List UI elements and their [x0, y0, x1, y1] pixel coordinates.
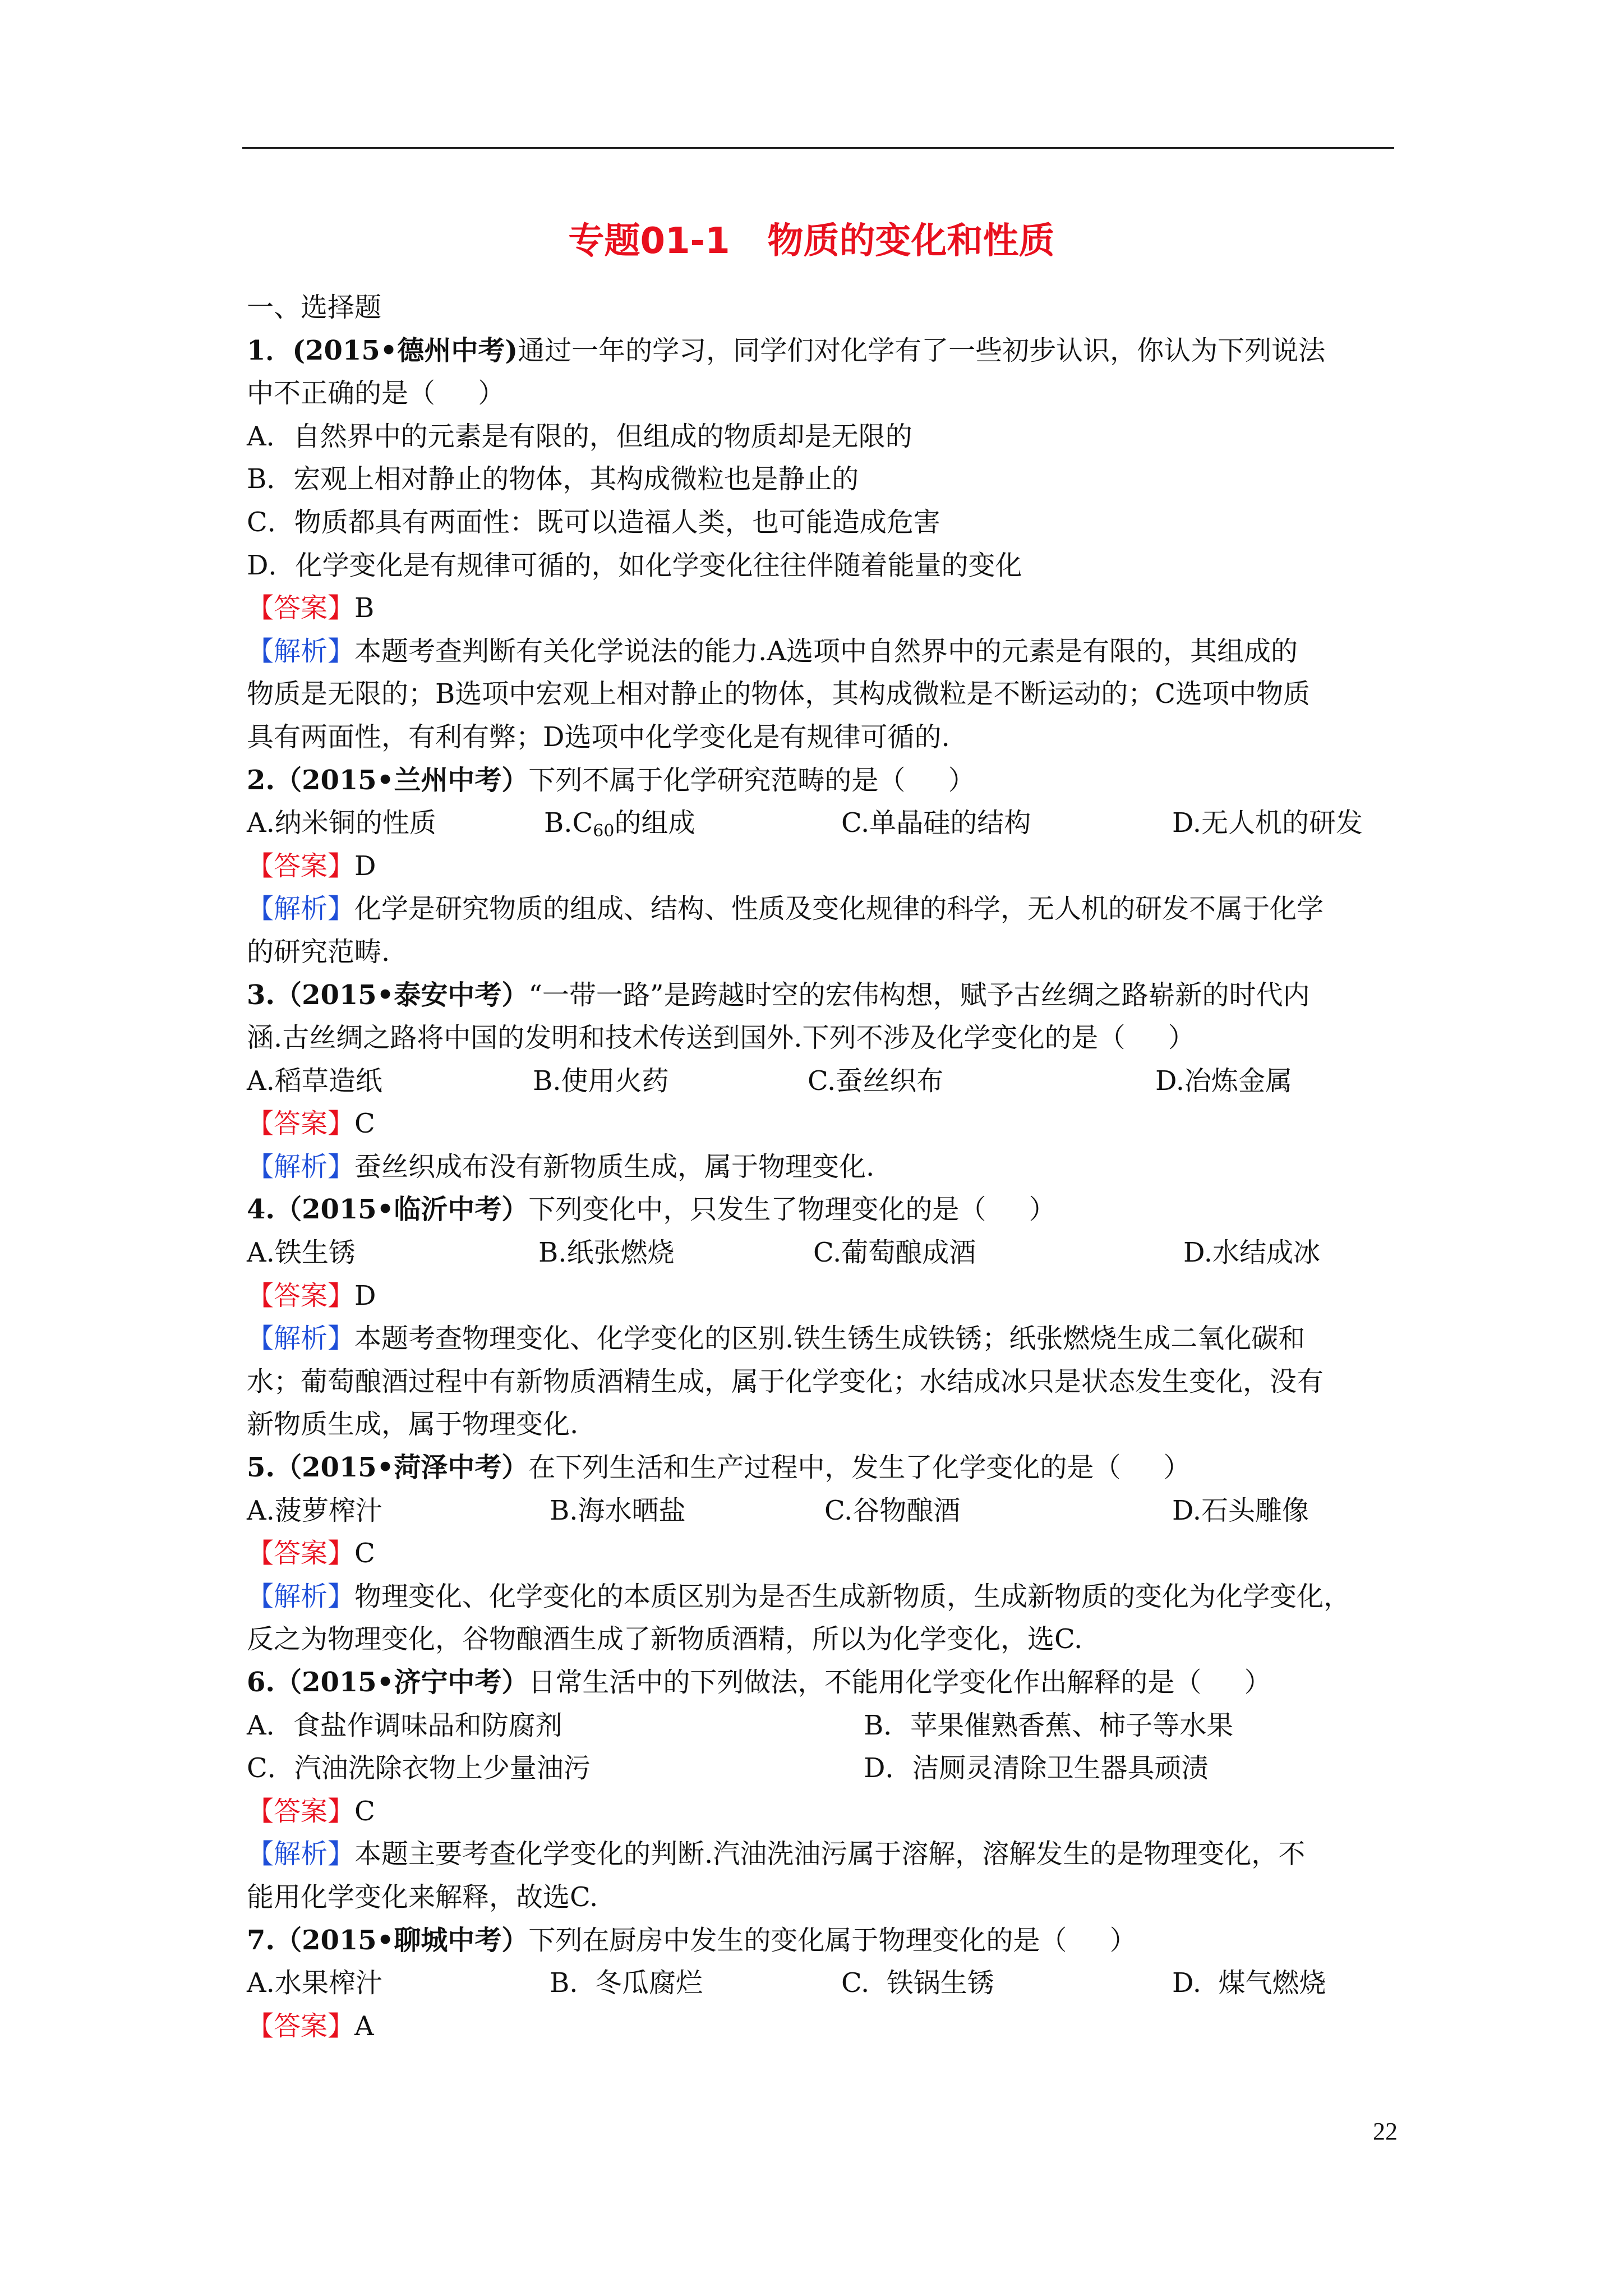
question-number: 2. — [247, 764, 275, 796]
question-number: 4. — [247, 1194, 275, 1226]
explanation-text: 蚕丝织成布没有新物质生成，属于物理变化. — [354, 1151, 875, 1182]
answer-value: D — [354, 1280, 376, 1312]
explanation-label: 【解析】 — [247, 893, 355, 925]
option-c: C. 铁锅生锈 — [841, 1967, 994, 1999]
question-source: （2015•菏泽中考） — [275, 1452, 529, 1484]
options-row — [247, 1060, 1396, 1103]
option-b: B．宏观上相对静止的物体，其构成微粒也是静止的 — [247, 463, 859, 495]
question-source: （2015•泰安中考） — [275, 979, 529, 1011]
page-number: 22 — [1373, 2118, 1398, 2145]
option-c: C.谷物酿酒 — [824, 1494, 961, 1526]
option-c: C.单晶硅的结构 — [841, 807, 1031, 839]
option-d: D. 煤气燃烧 — [1172, 1967, 1326, 1999]
answer-label: 【答案】 — [247, 2010, 355, 2042]
question-text: 通过一年的学习，同学们对化学有了一些初步认识，你认为下列说法 — [518, 334, 1326, 366]
options-row — [247, 1747, 1396, 1790]
explanation-label: 【解析】 — [247, 1323, 355, 1355]
question-number: 1． — [247, 334, 293, 366]
answer-label: 【答案】 — [247, 1108, 355, 1140]
question-text: 日常生活中的下列做法，不能用化学变化作出解释的是（ ） — [528, 1667, 1271, 1698]
option-d: D．化学变化是有规律可循的，如化学变化往往伴随着能量的变化 — [247, 549, 1022, 581]
options-row — [247, 1489, 1396, 1533]
question-source: （2015•兰州中考） — [275, 764, 529, 796]
question-3-stem — [247, 974, 1396, 1017]
option-a: A.菠萝榨汁 — [247, 1494, 382, 1526]
question-source: （2015•临沂中考） — [275, 1194, 529, 1226]
option-d: D.冶炼金属 — [1155, 1065, 1293, 1097]
explanation-text: 能用化学变化来解释，故选C. — [247, 1881, 598, 1913]
option-c: C．汽油洗除衣物上少量油污 — [247, 1752, 591, 1784]
option-d: D．洁厕灵清除卫生器具顽渍 — [864, 1752, 1209, 1784]
question-text: 在下列生活和生产过程中，发生了化学变化的是（ ） — [528, 1452, 1191, 1484]
question-text: 下列变化中，只发生了物理变化的是（ ） — [528, 1194, 1056, 1226]
answer-value: C — [354, 1538, 375, 1570]
explanation-label: 【解析】 — [247, 1151, 355, 1182]
answer-label: 【答案】 — [247, 1280, 355, 1312]
explanation-text: 水；葡萄酿酒过程中有新物质酒精生成，属于化学变化；水结成冰只是状态发生变化，没有 — [247, 1365, 1324, 1397]
explanation-line — [247, 1575, 1396, 1618]
answer-value: C — [354, 1795, 375, 1827]
option-c: C.蚕丝织布 — [808, 1065, 944, 1097]
question-number: 3. — [247, 979, 275, 1011]
option-b: B. 冬瓜腐烂 — [550, 1967, 703, 1999]
answer-line — [247, 587, 1396, 630]
question-source: （2015•聊城中考） — [275, 1924, 529, 1956]
explanation-text: 本题考查判断有关化学说法的能力.A选项中自然界中的元素是有限的，其组成的 — [354, 635, 1298, 667]
explanation-text: 反之为物理变化，谷物酿酒生成了新物质酒精，所以为化学变化，选C. — [247, 1623, 1083, 1655]
option-a: A.铁生锈 — [247, 1237, 356, 1269]
option-c: C.葡萄酿成酒 — [813, 1237, 976, 1269]
document-body — [247, 286, 1396, 2047]
explanation-text: 化学是研究物质的组成、结构、性质及变化规律的科学，无人机的研发不属于化学 — [354, 893, 1324, 925]
header-rule — [242, 147, 1394, 149]
option-c: C．物质都具有两面性：既可以造福人类，也可能造成危害 — [247, 506, 940, 538]
explanation-text: 新物质生成，属于物理变化. — [247, 1409, 579, 1441]
answer-line — [247, 1274, 1396, 1318]
option-a: A.稻草造纸 — [247, 1065, 382, 1097]
answer-line — [247, 1790, 1396, 1833]
explanation-text: 物质是无限的；B选项中宏观上相对静止的物体，其构成微粒是不断运动的；C选项中物质 — [247, 678, 1311, 710]
answer-value: A — [354, 2010, 374, 2042]
question-6-stem — [247, 1661, 1396, 1704]
answer-value: C — [354, 1108, 375, 1140]
explanation-label: 【解析】 — [247, 1580, 355, 1612]
answer-value: D — [354, 850, 376, 882]
question-text: 下列不属于化学研究范畴的是（ ） — [528, 764, 975, 796]
option-b: B.纸张燃烧 — [538, 1237, 675, 1269]
option-b: B.海水晒盐 — [550, 1494, 686, 1526]
explanation-line — [247, 887, 1396, 931]
answer-label: 【答案】 — [247, 1795, 355, 1827]
answer-line — [247, 2005, 1396, 2048]
question-5-stem — [247, 1446, 1396, 1489]
answer-label: 【答案】 — [247, 1538, 355, 1570]
option-b: B.使用火药 — [533, 1065, 669, 1097]
option-a: A.水果榨汁 — [247, 1967, 382, 1999]
option-d: D.水结成冰 — [1183, 1237, 1321, 1269]
answer-label: 【答案】 — [247, 592, 355, 624]
explanation-text: 本题主要考查化学变化的判断.汽油洗油污属于溶解，溶解发生的是物理变化，不 — [354, 1838, 1306, 1870]
answer-label: 【答案】 — [247, 850, 355, 882]
question-text: 中不正确的是（ ） — [247, 378, 505, 409]
option-b: B．苹果催熟香蕉、柿子等水果 — [864, 1709, 1234, 1741]
question-source: （2015•济宁中考） — [275, 1667, 529, 1698]
options-row — [247, 1962, 1396, 2005]
section-heading: 一、选择题 — [247, 292, 382, 323]
explanation-text: 物理变化、化学变化的本质区别为是否生成新物质，生成新物质的变化为化学变化， — [354, 1580, 1351, 1612]
answer-line — [247, 1102, 1396, 1145]
option-a: A.纳米铜的性质 — [247, 807, 436, 839]
question-2-stem — [247, 759, 1396, 802]
question-source: (2015•德州中考) — [292, 334, 518, 366]
option-a: A．自然界中的元素是有限的，但组成的物质却是无限的 — [247, 420, 912, 452]
explanation-label: 【解析】 — [247, 635, 355, 667]
question-text: 下列在厨房中发生的变化属于物理变化的是（ ） — [528, 1924, 1137, 1956]
question-1-stem — [247, 329, 1396, 372]
answer-value: B — [354, 592, 375, 624]
question-7-stem — [247, 1919, 1396, 1962]
explanation-text: 本题考查物理变化、化学变化的区别.铁生锈生成铁锈；纸张燃烧生成二氧化碳和 — [354, 1323, 1306, 1355]
options-row — [247, 802, 1396, 845]
explanation-line — [247, 1145, 1396, 1189]
question-number: 5. — [247, 1452, 275, 1484]
option-a: A．食盐作调味品和防腐剂 — [247, 1709, 562, 1741]
question-number: 6. — [247, 1667, 275, 1698]
question-number: 7. — [247, 1924, 275, 1956]
options-row — [247, 1231, 1396, 1274]
option-b: $B.C_{60}$的组成 — [544, 807, 695, 841]
explanation-line — [247, 1833, 1396, 1876]
option-d: D.石头雕像 — [1172, 1494, 1310, 1526]
explanation-line — [247, 1317, 1396, 1360]
question-text: “一带一路”是跨越时空的宏伟构想，赋予古丝绸之路崭新的时代内 — [528, 979, 1310, 1011]
explanation-line — [247, 630, 1396, 673]
explanation-text: 具有两面性，有利有弊；D选项中化学变化是有规律可循的. — [247, 721, 950, 753]
explanation-label: 【解析】 — [247, 1838, 355, 1870]
question-text: 涵.古丝绸之路将中国的发明和技术传送到国外.下列不涉及化学变化的是（ ） — [247, 1022, 1195, 1054]
page-title: 专题01-1 物质的变化和性质 — [568, 220, 1055, 262]
answer-line — [247, 1532, 1396, 1575]
question-4-stem — [247, 1188, 1396, 1231]
options-row — [247, 1704, 1396, 1747]
option-d: D.无人机的研发 — [1172, 807, 1363, 839]
explanation-text: 的研究范畴. — [247, 936, 390, 968]
answer-line — [247, 845, 1396, 888]
